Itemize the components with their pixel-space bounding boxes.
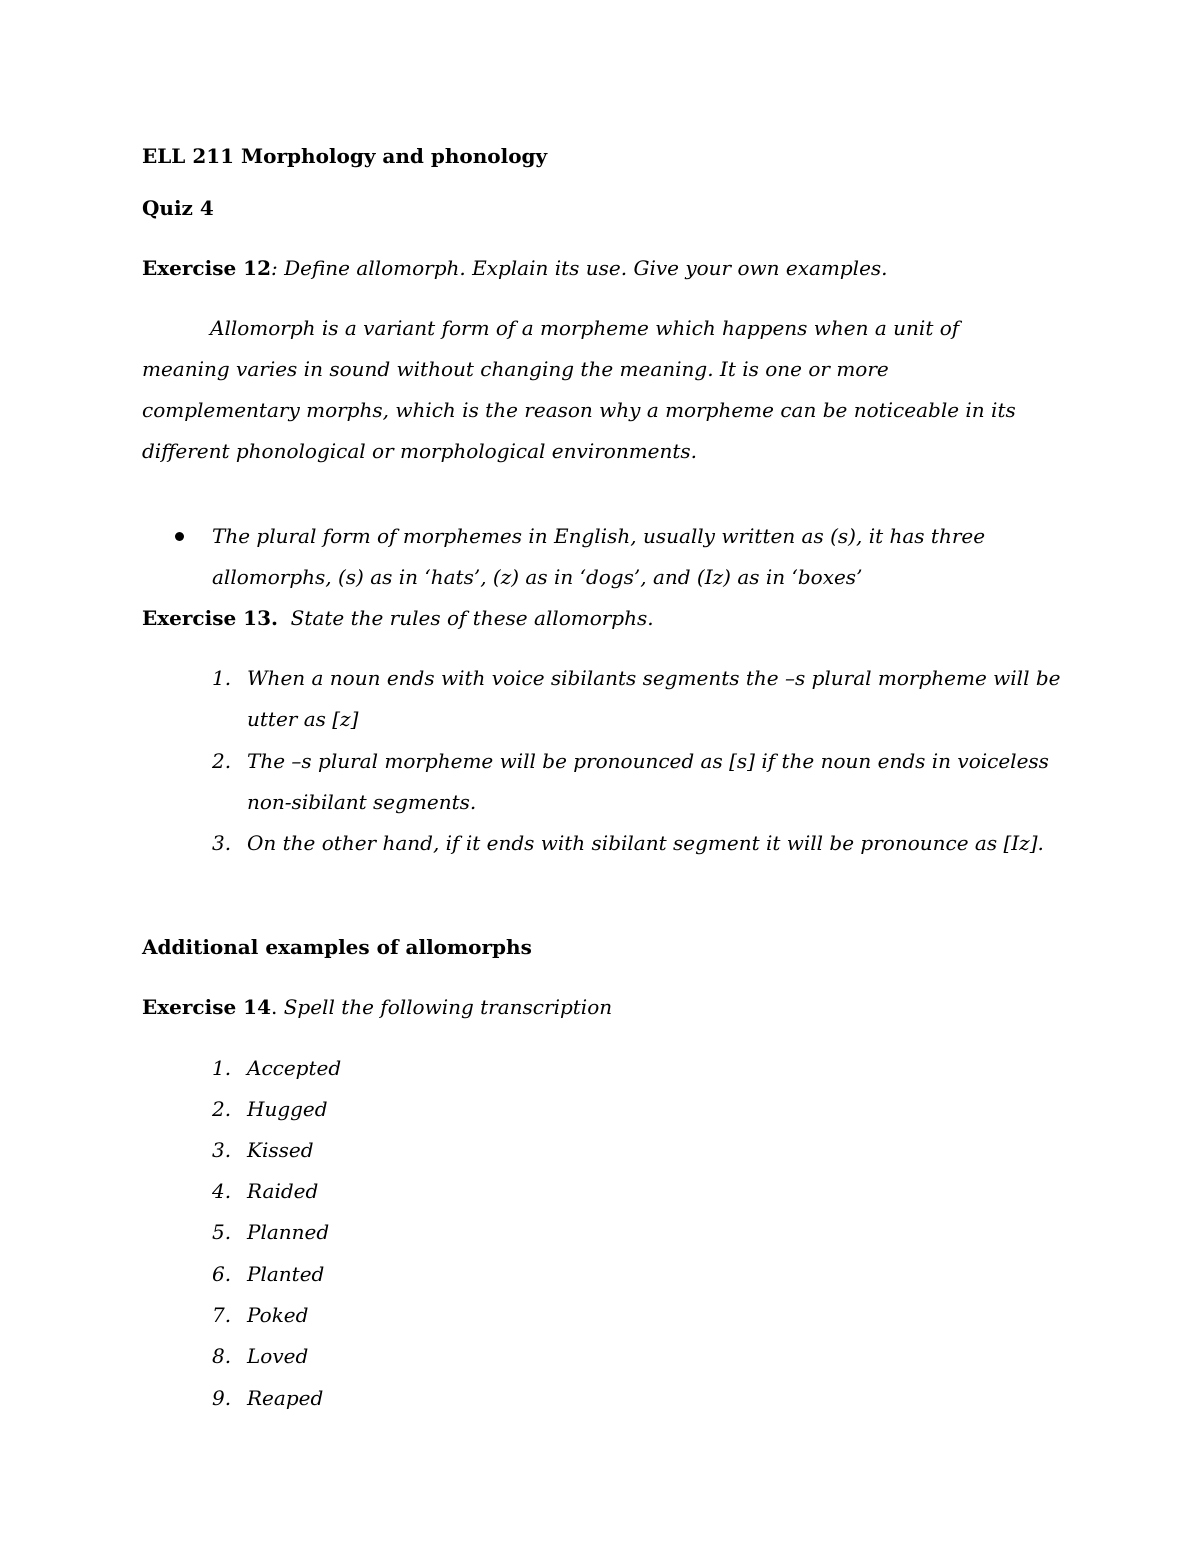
transcription-item [142, 1089, 1062, 1130]
transcription-item [142, 1254, 1062, 1295]
transcription-item [142, 1378, 1062, 1419]
exercise-14-label: Exercise 14 [142, 995, 271, 1019]
item-word: Raided [247, 1179, 319, 1203]
item-word: Accepted [247, 1056, 342, 1080]
item-number: 7. [212, 1303, 232, 1327]
exercise-14-prompt: Spell the following transcription [283, 995, 613, 1019]
exercise-13-separator: . [270, 606, 278, 630]
additional-examples-heading: Additional examples of allomorphs [142, 935, 532, 959]
item-number: 4. [212, 1179, 232, 1203]
rule-text: The –s plural morpheme will be pronounced as [s] if the noun ends in voiceless non-sibilant segments. [247, 749, 1049, 814]
exercise-12-answer: Allomorph is a variant form of a morpheme which happens when a unit of meaning varies in sound without changing the meaning. It is one or more complementary morphs, which is the reason why a morpheme can be noticeable in its different phonological or morphological environments. [142, 316, 1016, 463]
exercise-12-prompt: : Define allomorph. Explain its use. Give your own examples. [270, 256, 888, 280]
item-number: 3. [212, 1138, 232, 1162]
rule-number: 2. [212, 749, 232, 773]
rule-item [142, 658, 1062, 740]
course-title: ELL 211 Morphology and phonology [142, 144, 548, 168]
rule-number: 3. [212, 831, 232, 855]
item-word: Planned [247, 1220, 330, 1244]
plural-example-text: The plural form of morphemes in English, usually written as (s), it has three allomorphs, (s) as in ‘hats’, (z) as in ‘dogs’, and (Iz) as in ‘boxes’ [212, 524, 986, 589]
item-number: 6. [212, 1262, 232, 1286]
item-number: 2. [212, 1097, 232, 1121]
plural-example-bullet [142, 516, 1042, 598]
item-number: 5. [212, 1220, 232, 1244]
exercise-13-prompt: State the rules of these allomorphs. [290, 606, 654, 630]
bullet-icon [175, 532, 184, 541]
transcription-item [142, 1048, 1062, 1089]
rule-text: On the other hand, if it ends with sibilant segment it will be pronounce as [Iz]. [247, 831, 1044, 855]
item-word: Hugged [247, 1097, 328, 1121]
transcription-item [142, 1171, 1062, 1212]
exercise-13-label: Exercise 13 [142, 606, 271, 630]
item-number: 9. [212, 1386, 232, 1410]
item-number: 8. [212, 1344, 232, 1368]
rule-item [142, 823, 1062, 864]
item-number: 1. [212, 1056, 232, 1080]
item-word: Reaped [247, 1386, 324, 1410]
item-word: Planted [247, 1262, 325, 1286]
transcription-item [142, 1130, 1062, 1171]
quiz-label: Quiz 4 [142, 196, 214, 220]
item-word: Loved [247, 1344, 309, 1368]
item-word: Kissed [247, 1138, 314, 1162]
exercise-13-heading [142, 604, 654, 632]
exercise-14-heading [142, 993, 612, 1021]
rule-number: 1. [212, 666, 232, 690]
transcription-item [142, 1295, 1062, 1336]
transcription-item [142, 1336, 1062, 1377]
transcription-item [142, 1212, 1062, 1253]
exercise-12-heading [142, 254, 888, 282]
rule-text: When a noun ends with voice sibilants segments the –s plural morpheme will be utter as [z] [247, 666, 1061, 731]
exercise-14-separator: . [270, 995, 278, 1019]
item-word: Poked [247, 1303, 309, 1327]
exercise-12-label: Exercise 12 [142, 256, 271, 280]
rule-item [142, 741, 1062, 823]
